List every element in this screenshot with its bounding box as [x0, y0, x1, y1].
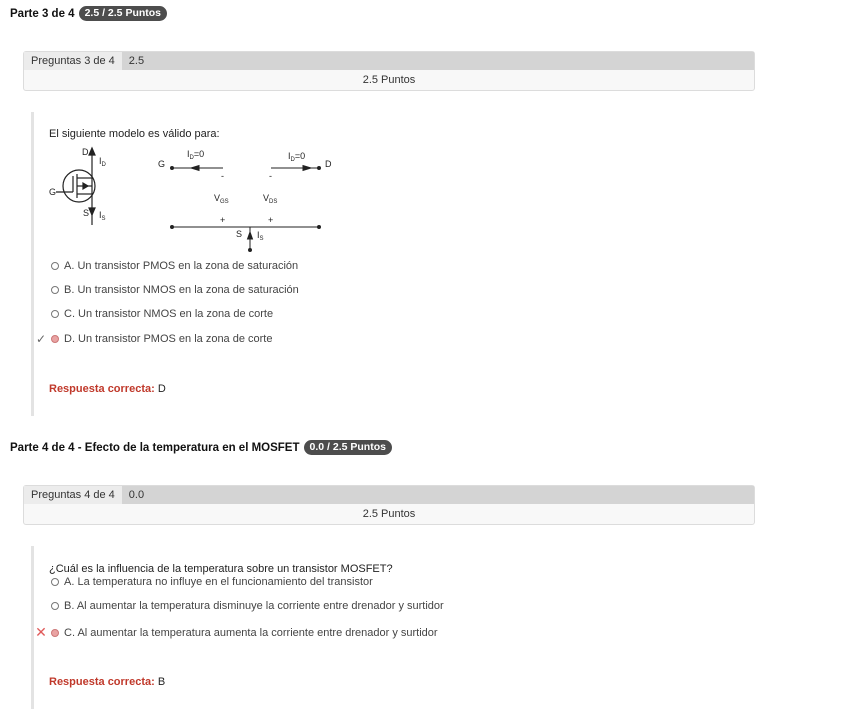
- part3-question-text: El siguiente modelo es válido para:: [49, 128, 220, 140]
- part4-title: Parte 4 de 4 - Efecto de la temperatura en el MOSFET: [10, 441, 300, 454]
- part4-question-bar: [23, 485, 755, 525]
- terminal-s: S: [83, 208, 90, 218]
- label-is: $I_S$: [99, 210, 106, 222]
- radio-button[interactable]: [51, 310, 59, 318]
- part3-question-label: Preguntas 3 de 4: [24, 52, 122, 70]
- part3-question-bar: [23, 51, 755, 91]
- part3-option-b[interactable]: [34, 284, 299, 296]
- radio-button-selected[interactable]: [51, 335, 59, 343]
- check-icon: ✓: [35, 332, 47, 346]
- part3-option-c[interactable]: [34, 308, 273, 320]
- part4-question-label: Preguntas 4 de 4: [24, 486, 122, 504]
- part3-question-score: 2.5: [128, 55, 145, 67]
- part4-heading: [10, 440, 392, 455]
- part4-question-score: 0.0: [128, 489, 145, 501]
- part4-correct-answer: Respuesta correcta: B: [49, 676, 166, 688]
- part4-option-c[interactable]: [34, 624, 438, 641]
- option-text: B. Un transistor NMOS en la zona de saturación: [64, 284, 299, 296]
- radio-button-selected[interactable]: [51, 629, 59, 637]
- cross-icon: ✕: [35, 624, 47, 640]
- part4-question-text: ¿Cuál es la influencia de la temperatura sobre un transistor MOSFET?: [49, 563, 393, 575]
- model-terminal-g: G: [158, 159, 166, 169]
- option-text: A. La temperatura no influye en el funcionamiento del transistor: [64, 576, 373, 588]
- terminal-d: D: [82, 147, 89, 157]
- vgs-plus: +: [220, 215, 226, 225]
- part3-option-a[interactable]: [34, 260, 298, 272]
- terminal-g: G: [49, 187, 57, 197]
- radio-button[interactable]: [51, 286, 59, 294]
- vds-plus: +: [268, 215, 274, 225]
- radio-button[interactable]: [51, 602, 59, 610]
- model-terminal-d: D: [325, 159, 332, 169]
- part4-option-b[interactable]: [34, 600, 444, 612]
- part3-question-block: [31, 112, 734, 416]
- pmos-transistor-symbol: [56, 148, 95, 225]
- mosfet-circuit-diagram: [49, 146, 349, 256]
- option-text: C. Al aumentar la temperatura aumenta la corriente entre drenador y surtidor: [64, 626, 438, 639]
- part4-question-block: [31, 546, 734, 709]
- part4-option-a[interactable]: [34, 576, 373, 588]
- radio-button[interactable]: [51, 578, 59, 586]
- label-is-model: $I_S$: [257, 230, 264, 242]
- part4-score-badge: 0.0 / 2.5 Puntos: [304, 440, 392, 455]
- part3-title: Parte 3 de 4: [10, 7, 75, 20]
- part4-question-points: 2.5 Puntos: [362, 508, 416, 520]
- equivalent-model: [171, 166, 321, 252]
- label-id: $I_D$: [99, 156, 106, 168]
- label-id-right: $I_D=0$: [288, 151, 306, 163]
- vgs-minus: -: [221, 171, 224, 181]
- model-terminal-s: S: [236, 229, 243, 239]
- label-vds: $V_{DS}$: [263, 193, 278, 205]
- radio-button[interactable]: [51, 262, 59, 270]
- part3-correct-answer: Respuesta correcta: D: [49, 383, 166, 395]
- option-text: C. Un transistor NMOS en la zona de corte: [64, 308, 274, 320]
- part3-score-badge: 2.5 / 2.5 Puntos: [79, 6, 167, 21]
- vds-minus: -: [269, 171, 272, 181]
- label-vgs: $V_{GS}$: [214, 193, 229, 205]
- part3-heading: [10, 6, 167, 21]
- option-text: D. Un transistor PMOS en la zona de corte: [64, 333, 273, 345]
- part3-question-points: 2.5 Puntos: [362, 74, 416, 86]
- option-text: A. Un transistor PMOS en la zona de saturación: [64, 260, 299, 272]
- option-text: B. Al aumentar la temperatura disminuye la corriente entre drenador y surtidor: [64, 600, 444, 612]
- label-id-left: $I_D=0$: [187, 149, 205, 161]
- part3-option-d[interactable]: [34, 332, 272, 346]
